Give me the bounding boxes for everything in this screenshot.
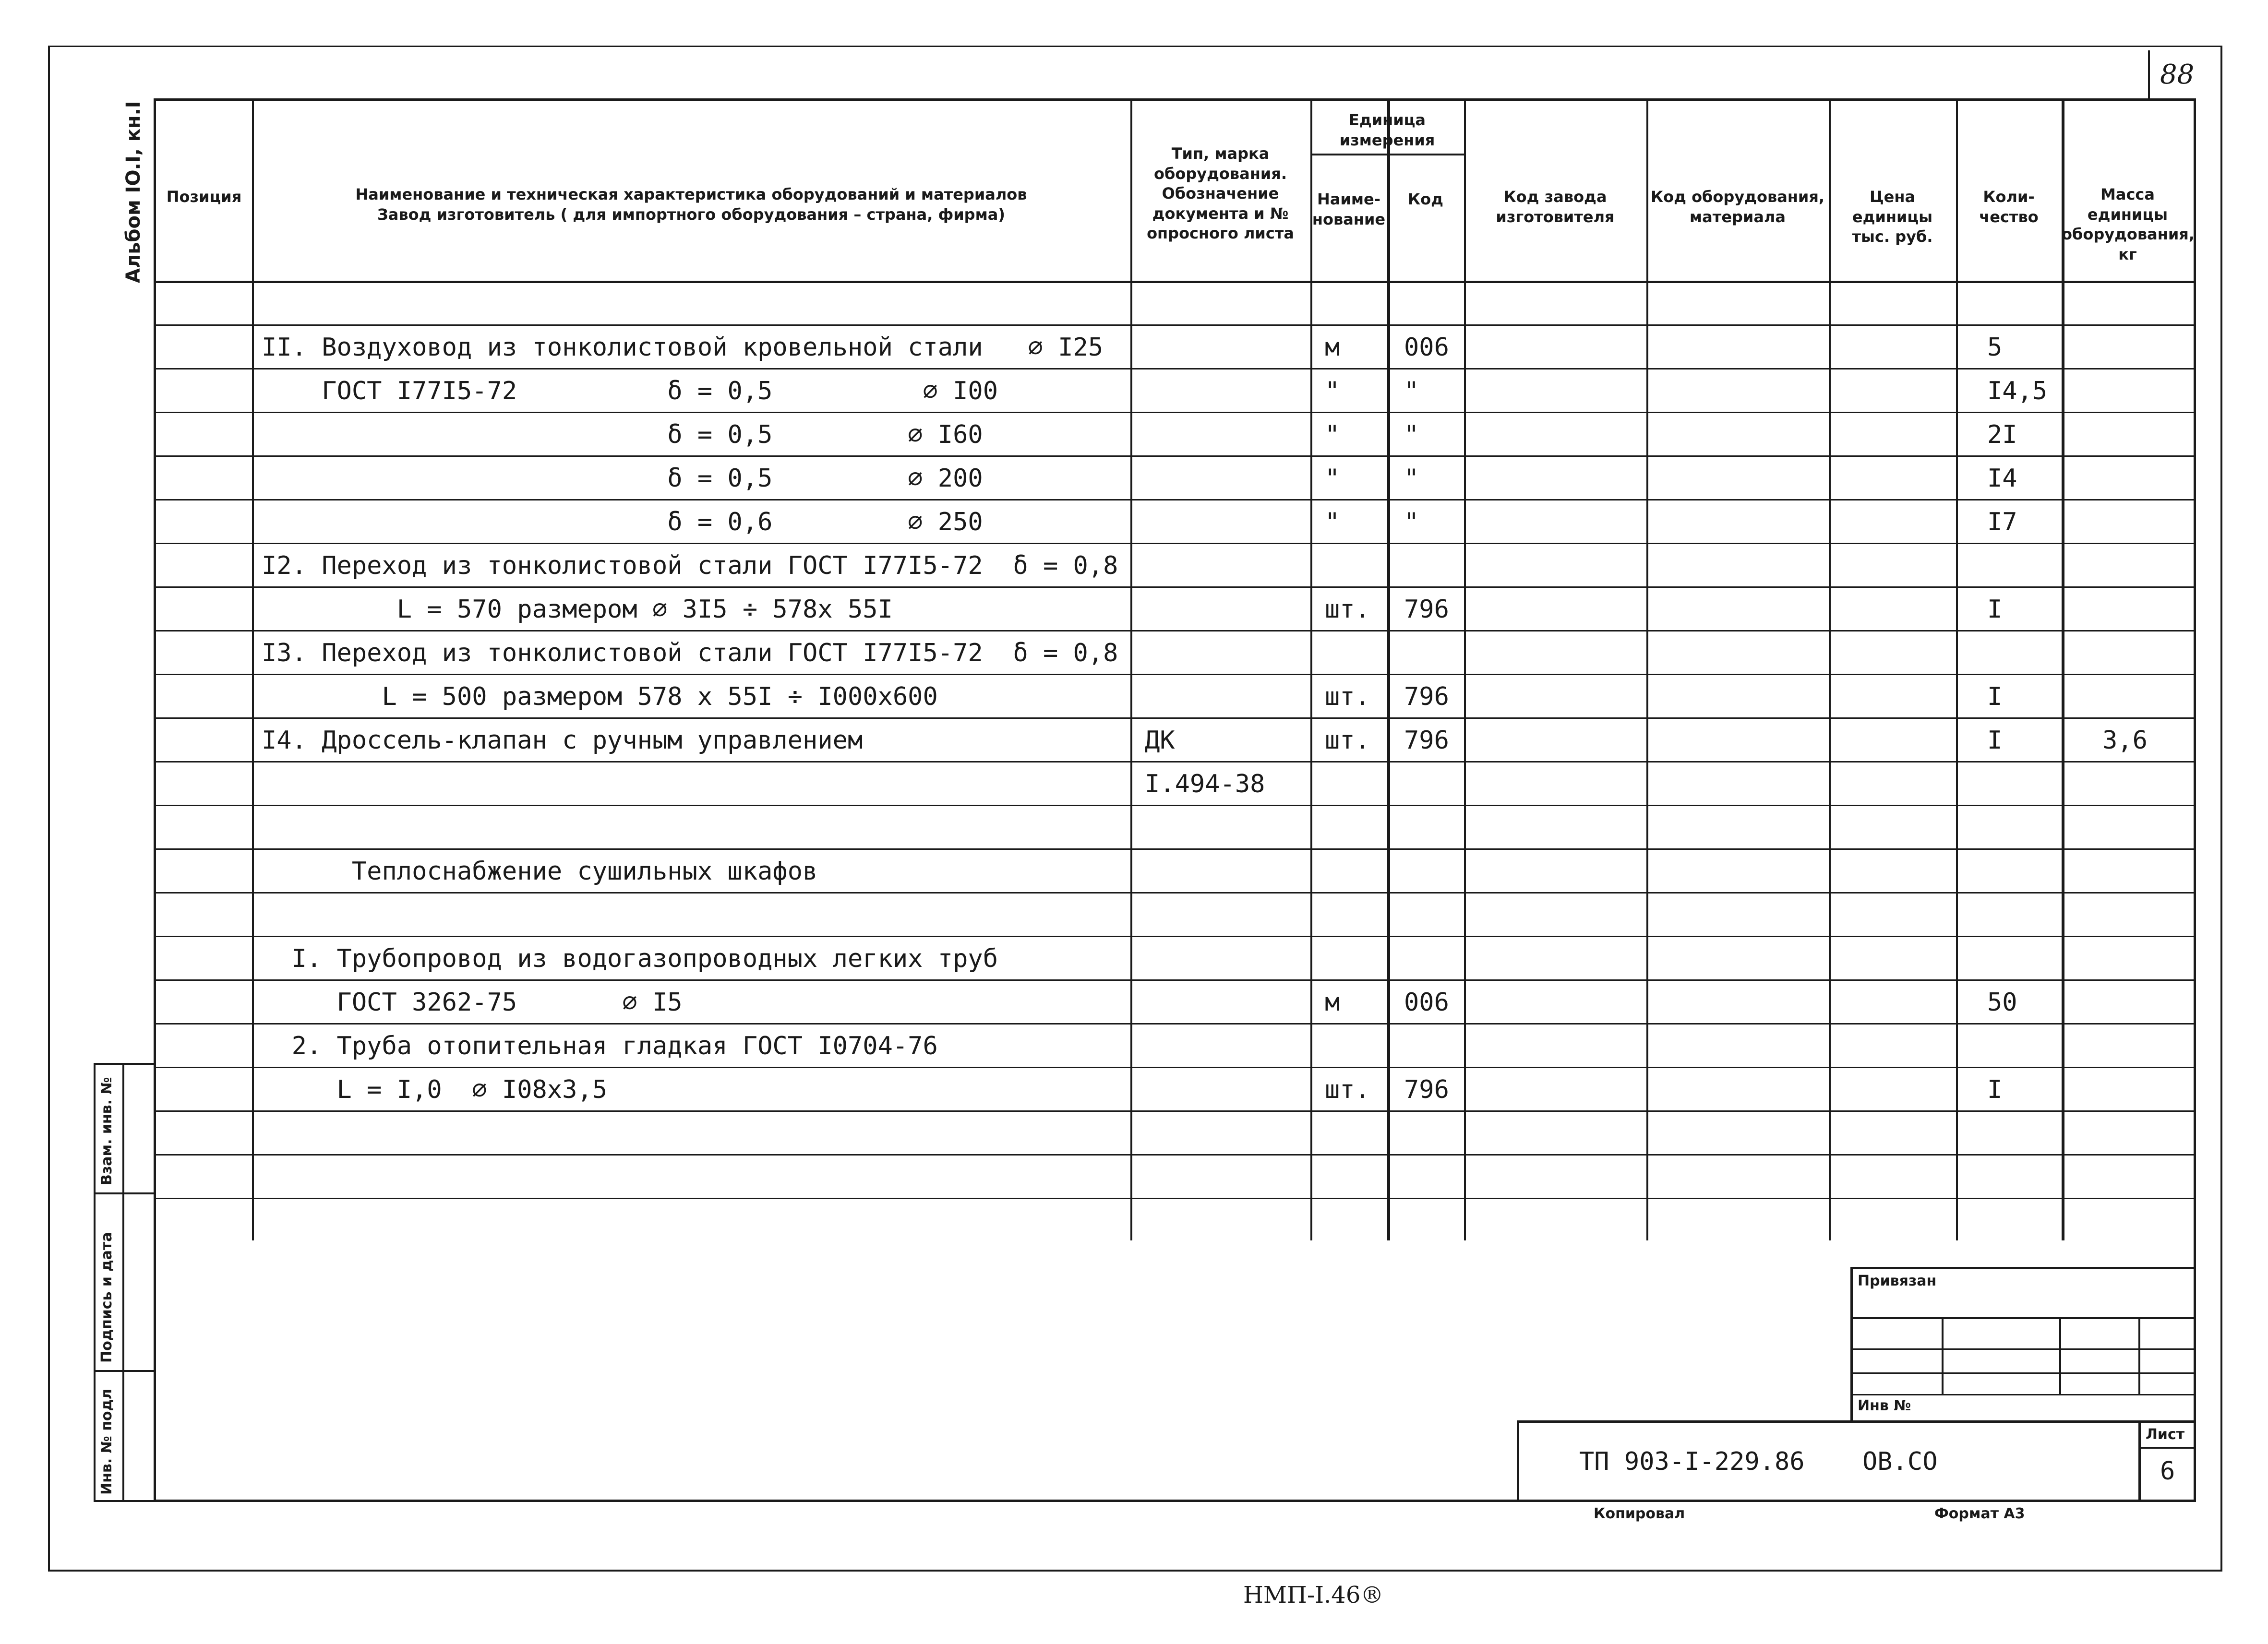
- side-inv-repl: Взам. инв. №: [98, 1077, 115, 1185]
- header-name: Наименование и техническая характеристика оборудований и материалов Завод изготовитель ( для импортного оборудования – страна, фирма): [355, 185, 1027, 224]
- row-qty: I: [1987, 726, 2003, 755]
- side-inv-orig: Инв. № подл: [98, 1389, 115, 1495]
- row-name: L = I,0 ∅ I08х3,5: [262, 1075, 608, 1104]
- row-qty: I7: [1987, 508, 2017, 536]
- row-code: ": [1404, 420, 1419, 449]
- row-unit: м: [1325, 988, 1340, 1017]
- sheet-value: 6: [2160, 1457, 2175, 1486]
- row-qty: I4,5: [1987, 377, 2048, 405]
- row-name: δ = 0,5 ∅ I60: [262, 420, 983, 449]
- row-unit: ": [1325, 508, 1340, 536]
- header-qty: Коли- чество: [1979, 188, 2039, 226]
- row-qty: 2I: [1987, 420, 2017, 449]
- header-plant-code: Код завода изготовителя: [1496, 188, 1615, 226]
- doc-code: ТП 903-I-229.86: [1579, 1447, 1805, 1476]
- row-name: δ = 0,6 ∅ 250: [262, 508, 983, 536]
- row-code: 006: [1404, 333, 1449, 362]
- sheet-label: Лист: [2146, 1426, 2185, 1443]
- row-name: L = 570 размером ∅ 3I5 ÷ 578х 55I: [262, 595, 893, 624]
- row-name: ГОСТ 3262-75 ∅ I5: [262, 988, 683, 1017]
- copied-label: Копировал: [1594, 1505, 1685, 1522]
- row-qty: 5: [1987, 333, 2003, 362]
- row-unit: шт.: [1325, 595, 1370, 624]
- format-label: Формат А3: [1934, 1505, 2025, 1522]
- inv-label: Инв №: [1858, 1397, 1911, 1414]
- row-name: I2. Переход из тонколистовой стали ГОСТ I77I5-72 δ = 0,8: [262, 551, 1118, 580]
- row-type: ДК: [1145, 726, 1175, 755]
- row-name: I4. Дроссель-клапан с ручным управлением: [262, 726, 863, 755]
- row-unit: ": [1325, 420, 1340, 449]
- header-position: Позиция: [166, 188, 242, 206]
- row-name: δ = 0,5 ∅ 200: [262, 464, 983, 493]
- row-name: II. Воздуховод из тонколистовой кровельной стали ∅ I25: [262, 333, 1104, 362]
- header-mass: Масса единицы оборудования, кг: [2062, 185, 2195, 263]
- header-type: Тип, марка оборудования. Обозначение документа и № опросного листа: [1147, 144, 1294, 243]
- row-name: Теплоснабжение сушильных шкафов: [262, 857, 818, 886]
- row-qty: I: [1987, 682, 2003, 711]
- row-name: L = 500 размером 578 х 55I ÷ I000х600: [262, 682, 938, 711]
- row-qty: I: [1987, 1075, 2003, 1104]
- row-unit: шт.: [1325, 682, 1370, 711]
- row-code: 796: [1404, 726, 1449, 755]
- row-code: 796: [1404, 595, 1449, 624]
- header-unit-code: Код: [1408, 190, 1443, 208]
- row-unit: ": [1325, 377, 1340, 405]
- header-equip-code: Код оборудования, материала: [1650, 188, 1825, 226]
- row-mass: 3,6: [2102, 726, 2148, 755]
- row-type: I.494-38: [1145, 770, 1265, 798]
- top-sheet-number: 88: [2160, 59, 2195, 90]
- row-qty: 50: [1987, 988, 2017, 1017]
- row-name: 2. Труба отопительная гладкая ГОСТ I0704-76: [262, 1032, 938, 1060]
- row-name: I. Трубопровод из водогазопроводных легких труб: [262, 944, 998, 973]
- row-qty: I: [1987, 595, 2003, 624]
- row-name: ГОСТ I77I5-72 δ = 0,5 ∅ I00: [262, 377, 998, 405]
- row-unit: шт.: [1325, 1075, 1370, 1104]
- header-unit: Единица измерения: [1339, 111, 1435, 149]
- row-qty: I4: [1987, 464, 2017, 493]
- row-unit: шт.: [1325, 726, 1370, 755]
- bottom-code: НМП-I.46®: [1243, 1582, 1384, 1608]
- row-code: ": [1404, 508, 1419, 536]
- row-unit: м: [1325, 333, 1340, 362]
- row-code: 796: [1404, 682, 1449, 711]
- side-sign-date: Подпись и дата: [98, 1232, 115, 1363]
- row-code: 006: [1404, 988, 1449, 1017]
- row-unit: ": [1325, 464, 1340, 493]
- header-unit-name: Наиме- нование: [1312, 190, 1386, 228]
- row-code: ": [1404, 464, 1419, 493]
- header-price: Цена единицы тыс. руб.: [1852, 188, 1933, 246]
- row-name: I3. Переход из тонколистовой стали ГОСТ I77I5-72 δ = 0,8: [262, 639, 1118, 667]
- doc-suffix: ОВ.СО: [1862, 1447, 1938, 1476]
- row-code: 796: [1404, 1075, 1449, 1104]
- row-code: ": [1404, 377, 1419, 405]
- album-label: Альбом IO.I, кн.I: [122, 101, 144, 283]
- attached-label: Привязан: [1858, 1273, 1937, 1289]
